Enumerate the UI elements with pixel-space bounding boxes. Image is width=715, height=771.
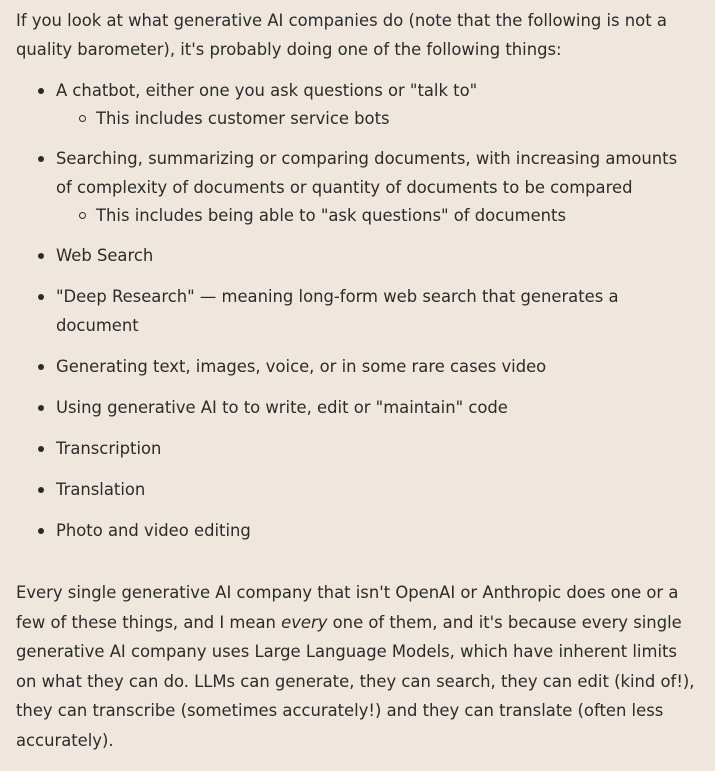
list-item-text: A chatbot, either one you ask questions or "talk to" [56, 81, 478, 100]
list-item-code: Using generative AI to to write, edit or "maintain" code [56, 393, 695, 422]
list-item-documents [56, 144, 695, 229]
list-item-generating: Generating text, images, voice, or in some rare cases video [56, 352, 695, 381]
list-item-transcription: Transcription [56, 434, 695, 463]
sub-list [56, 202, 695, 229]
outro-text-before: Every single generative AI company that isn't OpenAI or Anthropic does one or a few of these things, and I mean [16, 583, 679, 632]
bullet-list [16, 76, 695, 545]
list-item-text: Searching, summarizing or comparing documents, with increasing amounts of complexity of documents or quantity of documents to be compared [56, 149, 678, 197]
list-item-translation: Translation [56, 475, 695, 504]
outro-text-after: one of them, and it's because every single generative AI company uses Large Language Models, which have inherent limits on what they can do. LLMs can generate, they can search, they can edit (kind of!), they can transcribe (sometimes accurately!) and they can translate (often less accurately). [16, 612, 695, 750]
sub-list-item: This includes customer service bots [96, 105, 695, 132]
outro-emphasis: every [281, 612, 328, 632]
sub-list-item: This includes being able to "ask questions" of documents [96, 202, 695, 229]
sub-list [56, 105, 695, 132]
intro-paragraph: If you look at what generative AI companies do (note that the following is not a quality barometer), it's probably doing one of the following things: [16, 11, 667, 59]
list-item-deep-research: "Deep Research" — meaning long-form web search that generates a document [56, 282, 695, 340]
list-item-web-search: Web Search [56, 241, 695, 270]
list-item-chatbot [56, 76, 695, 132]
outro-paragraph [16, 578, 695, 755]
list-item-photo-video: Photo and video editing [56, 516, 695, 545]
